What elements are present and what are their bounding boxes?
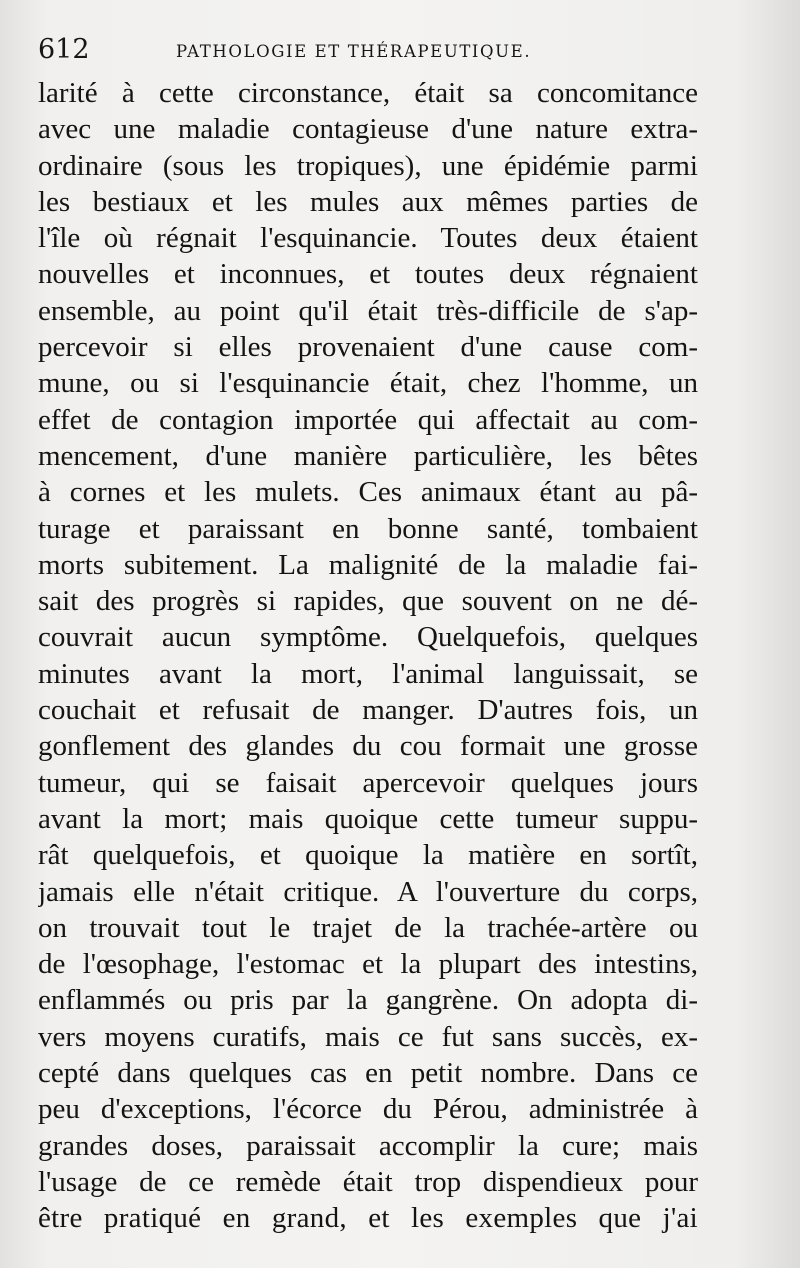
text-line: être pratiqué en grand, et les exemples que j'ai	[38, 1202, 698, 1235]
text-line: vers moyens curatifs, mais ce fut sans succès, ex-	[38, 1020, 698, 1053]
text-line: couchait et refusait de manger. D'autres fois, un	[38, 694, 698, 727]
text-line: les bestiaux et les mules aux mêmes parties de	[38, 185, 698, 218]
text-line: grandes doses, paraissait accomplir la cure; mais	[38, 1129, 698, 1162]
text-line: sait des progrès si rapides, que souvent on ne dé-	[38, 585, 698, 618]
text-line: jamais elle n'était critique. A l'ouverture du corps,	[38, 875, 698, 908]
text-line: avec une maladie contagieuse d'une nature extra-	[38, 113, 698, 146]
text-line: nouvelles et inconnues, et toutes deux régnaient	[38, 258, 698, 291]
text-line: de l'œsophage, l'estomac et la plupart des intestins,	[38, 948, 698, 981]
text-line: cepté dans quelques cas en petit nombre. Dans ce	[38, 1057, 698, 1090]
text-line: mune, ou si l'esquinancie était, chez l'homme, un	[38, 367, 698, 400]
page-number: 612	[38, 34, 90, 65]
text-line: turage et paraissant en bonne santé, tombaient	[38, 512, 698, 545]
text-line: tumeur, qui se faisait apercevoir quelques jours	[38, 766, 698, 799]
text-line: on trouvait tout le trajet de la trachée-artère ou	[38, 911, 698, 944]
text-line: morts subitement. La malignité de la maladie fai-	[38, 548, 698, 581]
text-line: peu d'exceptions, l'écorce du Pérou, administrée à	[38, 1093, 698, 1126]
text-line: avant la mort; mais quoique cette tumeur suppu-	[38, 802, 698, 835]
body-text	[38, 75, 698, 1237]
text-line: rât quelquefois, et quoique la matière en sortît,	[38, 839, 698, 872]
text-line: larité à cette circonstance, était sa concomitance	[38, 77, 698, 109]
text-line: ensemble, au point qu'il était très-difficile de s'ap-	[38, 294, 698, 327]
text-line: couvrait aucun symptôme. Quelquefois, quelques	[38, 621, 698, 654]
text-line: effet de contagion importée qui affectait au com-	[38, 403, 698, 436]
text-line: à cornes et les mulets. Ces animaux étant au pâ-	[38, 476, 698, 509]
text-line: minutes avant la mort, l'animal languissait, se	[38, 657, 698, 690]
text-line: l'île où régnait l'esquinancie. Toutes deux étaient	[38, 222, 698, 255]
text-line: ordinaire (sous les tropiques), une épidémie parmi	[38, 149, 698, 182]
running-head: PATHOLOGIE ET THÉRAPEUTIQUE.	[176, 42, 532, 61]
text-line: enflammés ou pris par la gangrène. On adopta di-	[38, 984, 698, 1017]
text-line: mencement, d'une manière particulière, les bêtes	[38, 439, 698, 472]
text-line: l'usage de ce remède était trop dispendieux pour	[38, 1165, 698, 1198]
text-line: percevoir si elles provenaient d'une cause com-	[38, 331, 698, 364]
text-line: gonflement des glandes du cou formait une grosse	[38, 730, 698, 763]
page-header	[38, 30, 698, 70]
